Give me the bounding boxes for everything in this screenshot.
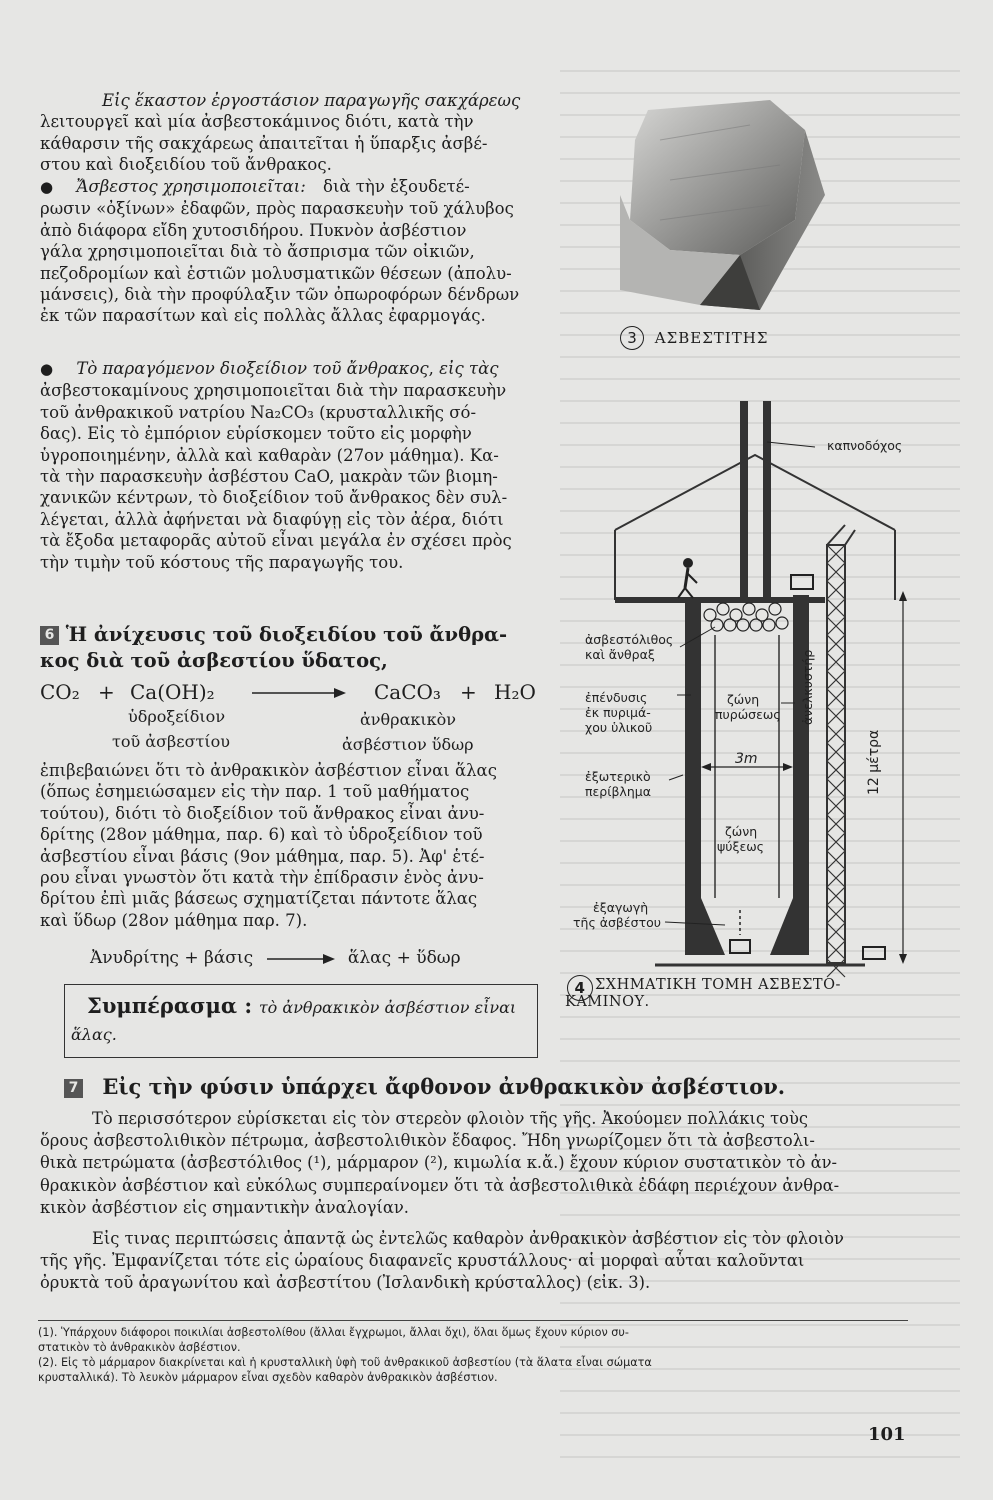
section-6-number: 6 <box>40 626 59 645</box>
page-number: 101 <box>868 1424 906 1445</box>
text-line: ἀσβεστίου εἶναι βάσις (9ον μάθημα, παρ. 5). Ἀφ' ἑτέ- <box>40 846 485 866</box>
label-width: 3m <box>735 751 758 767</box>
footnote-line: (1). Ὑπάρχουν διάφοροι ποικιλίαι ἀσβεστολίθου (ἄλλαι ἔγχρωμοι, ἄλλαι ὄχι), ὅλαι ὅμως ἔχουν κύριον συ- <box>38 1326 629 1339</box>
text-line: τὴν τιμὴν τοῦ κόστους τῆς παραγωγῆς του. <box>40 552 404 572</box>
co2-paragraph: ● Τὸ παραγόμενον διοξείδιον τοῦ ἄνθρακος, εἰς τὰς ἀσβεστοκαμίνους χρησιμοποιεῖται διὰ τὴν παρασκευὴν τοῦ ἀνθρακικοῦ νατρίου Na₂CO₃ (κρυσταλλικῆς σό- δας). Εἰς τὸ ἐμπόριον εὑρίσκομεν τοῦτο εἰς μορφὴν ὑγροποιημένην, ἀλλὰ καὶ καθαρὰν (27ον μάθημα). Κα- τὰ τὴν παρασκευὴν ἀσβέστου CaO, μακρὰν τῶν βιομη- χανικῶν κέντρων, τὸ διοξείδιον τοῦ ἄνθρακος δὲν συλ- λέγεται, ἀλλὰ ἀφήνεται νὰ διαφύγῃ εἰς τὸν ἀέρα, διότι τὰ ἔξοδα μεταφορᾶς αὐτοῦ εἶναι μεγάλα ἐν σχέσει πρὸς τὴν τιμὴν τοῦ κόστους τῆς παραγωγῆς του. <box>40 358 540 573</box>
footnote-line: κρυσταλλικά). Τὸ λευκὸν μάρμαρον εἶναι σχεδὸν καθαρὸν ἀνθρακικὸν ἀσβέστιον. <box>38 1370 498 1384</box>
label-limestone: καὶ ἄνθραξ <box>585 647 655 662</box>
label-lining: ἐκ πυριμά- <box>585 705 651 720</box>
figure-4 <box>565 395 965 1035</box>
text-line: ρωσιν «ὀξίνων» ἐδαφῶν, πρὸς παρασκευὴν τοῦ χάλυβος <box>40 199 514 219</box>
text-line: ἀσβεστοκαμίνους χρησιμοποιεῖται διὰ τὴν παρασκευὴν <box>40 381 507 401</box>
text-line: διὰ τὴν ἐξουδετέ- <box>323 177 470 196</box>
label-lining: χου ὑλικοῦ <box>585 720 653 735</box>
label-cooling-zone: ζώνη <box>725 824 758 839</box>
label-outer-shell: περίβλημα <box>585 784 651 799</box>
text-line: δας). Εἰς τὸ ἐμπόριον εὑρίσκομεν τοῦτο εἰς μορφὴν <box>40 424 472 444</box>
footnote-line: στατικὸν τὸ ἀνθρακικὸν ἀσβέστιον. <box>38 1340 241 1354</box>
conclusion-box <box>64 984 538 1058</box>
co2-lead-end: εἰς τὰς <box>439 359 499 378</box>
label-outer-shell: ἐξωτερικὸ <box>585 769 651 784</box>
reaction-arrow-icon <box>265 952 337 966</box>
text-line: Τὸ περισσότερον εὑρίσκεται εἰς τὸν στερεὸν φλοιὸν τῆς γῆς. Ἀκούομεν πολλάκις τοὺς <box>92 1109 808 1128</box>
label-limestone: ἀσβεστόλιθος <box>585 632 674 647</box>
text-line: στου καὶ διοξειδίου τοῦ ἄνθρακος. <box>40 155 332 175</box>
text-line: Εἰς ἕκαστον ἐργοστάσιον παραγωγῆς σακχάρεως <box>102 91 521 110</box>
text-line: ἀπὸ διάφορα εἴδη χυτοσιδήρου. Πυκνὸν ἀσβέστιον <box>40 220 467 240</box>
eq2-right: ἅλας + ὕδωρ <box>347 948 461 968</box>
calcite-crystal-image <box>600 80 960 350</box>
eq2-left: Ἀνυδρίτης + βάσις <box>90 948 254 968</box>
text-line: τὰ τὴν παρασκευὴν ἀσβέστου CaO, μακρὰν τῶν βιομη- <box>40 467 498 487</box>
text-line: κάθαρσιν τῆς σακχάρεως ἀπαιτεῖται ἡ ὕπαρξις ἀσβέ- <box>40 133 488 153</box>
label-chimney: καπνοδόχος <box>827 438 903 453</box>
conclusion-text: τὸ ἀνθρακικὸν ἀσβέστιον εἶναι <box>258 998 517 1017</box>
text-line: ὅρους ἀσβεστολιθικὸν πέτρωμα, ἀσβεστολιθικὸν ἔδαφος. Ἤδη γνωρίζομεν ὅτι τὰ ἀσβεστολι- <box>40 1131 815 1151</box>
text-line: ὑγροποιημένην, ἀλλὰ καὶ καθαρὰν (27ον μάθημα). Κα- <box>40 445 499 465</box>
label-firing-zone: πυρώσεως <box>715 707 781 722</box>
bullet-icon: ● <box>40 178 54 196</box>
section-7-paragraph-2 <box>40 1228 906 1295</box>
section-7-heading <box>64 1074 785 1099</box>
section-7-paragraph-1 <box>40 1108 906 1219</box>
co2-lead: Τὸ παραγόμενον διοξείδιον τοῦ ἄνθρακος <box>76 359 429 378</box>
figure-caption-text: ΣΧΗΜΑΤΙΚΗ ΤΟΜΗ ΑΣΒΕΣΤΟ- <box>595 977 841 993</box>
eq-sublabel: ὑδροξείδιον <box>128 707 226 726</box>
eq-sublabel: τοῦ ἀσβεστίου <box>112 732 230 751</box>
salt-paragraph <box>40 760 540 931</box>
figure-3 <box>600 80 960 350</box>
text-line: δρίτης (28ον μάθημα, παρ. 6) καὶ τὸ ὑδροξείδιον τοῦ <box>40 825 483 845</box>
figure-3-caption <box>620 326 768 350</box>
text-line: μάνσεις), διὰ τὴν προφύλαξιν τῶν ὀπωροφόρων δένδρων <box>40 285 520 305</box>
heading-line: Ἡ ἀνίχευσις τοῦ διοξειδίου τοῦ ἄνθρα- <box>65 623 508 646</box>
anhydride-equation <box>90 948 510 968</box>
eq-plus: + <box>98 680 115 704</box>
footnote-1 <box>38 1326 918 1355</box>
text-line: Εἰς τινας περιπτώσεις ἀπαντᾷ ὡς ἐντελῶς καθαρὸν ἀνθρακικὸν ἀσβέστιον εἰς τὸν φλοιὸν <box>92 1229 844 1248</box>
text-line: τοῦ ἀνθρακικοῦ νατρίου Na₂CO₃ (κρυσταλλικῆς σό- <box>40 402 477 422</box>
label-lining: ἐπένδυσις <box>585 690 648 705</box>
figure-4-caption <box>565 977 965 1011</box>
figure-number-badge: 4 <box>567 975 593 1001</box>
lime-uses-paragraph <box>40 176 540 327</box>
intro-paragraph <box>40 90 540 176</box>
text-line: τὰ ἔξοδα μεταφορᾶς αὐτοῦ εἶναι μεγάλα ἐν σχέσει πρὸς <box>40 531 512 551</box>
label-lime-output: ἐξαγωγὴ <box>593 900 649 915</box>
text-line: χανικῶν κέντρων, τὸ διοξείδιον τοῦ ἄνθρακος δὲν συλ- <box>40 488 508 508</box>
text-line: θρακικὸν ἀσβέστιον καὶ εὐκόλως συμπεραίνομεν ὅτι τὰ ἀσβεστολιθικὰ ἐδάφη περιέχουν ἀνθρα- <box>40 1175 840 1195</box>
text-line: καὶ ὕδωρ (28ον μάθημα παρ. 7). <box>40 910 308 930</box>
figure-number-badge: 3 <box>620 326 644 350</box>
label-cooling-zone: ψύξεως <box>717 839 765 854</box>
text-line: ρου εἶναι γνωστὸν ὅτι κατὰ τὴν ἐπίδρασιν ἑνὸς ἀνυ- <box>40 868 484 888</box>
eq-sublabel: ἀσβέστιον ὕδωρ <box>342 735 474 754</box>
bullet-icon: ● <box>40 360 54 378</box>
reaction-arrow-icon <box>250 683 350 703</box>
footnote-2 <box>38 1356 918 1385</box>
conclusion-text: ἅλας. <box>71 1025 117 1044</box>
eq-caoh2: Ca(OH)₂ <box>130 680 215 704</box>
text-line: δρίτου ἐπὶ μιᾶς βάσεως σχηματίζεται πάντοτε ἅλας <box>40 889 478 909</box>
conclusion-label: Συμπέρασμα : <box>87 993 253 1018</box>
eq-plus: + <box>460 680 477 704</box>
figure-caption-text: ΑΣΒΕΣΤΙΤΗΣ <box>654 329 769 347</box>
text-line: θικὰ πετρώματα (ἀσβεστόλιθος (¹), μάρμαρον (²), κιμωλία κ.ἄ.) ἔχουν κύριον συστατικὸν τὸ ἀν- <box>40 1153 838 1173</box>
text-line: πεζοδρομίων καὶ ἑστιῶν μολυσματικῶν θέσεων (ἀπολυ- <box>40 263 512 283</box>
eq-caco3: CaCO₃ <box>374 680 441 704</box>
text-line: ὀρυκτὰ τοῦ ἀραγωνίτου καὶ ἀσβεστίτου (Ἰσλανδικὴ κρύσταλλος) (εἰκ. 3). <box>40 1273 651 1293</box>
section-7-title: Εἰς τὴν φύσιν ὑπάρχει ἄφθονον ἀνθρακικὸν ἀσβέστιον. <box>102 1074 786 1099</box>
eq-h2o: H₂O <box>494 680 536 704</box>
text-line: γάλα χρησιμοποιεῖται διὰ τὸ ἄσπρισμα τῶν οἰκιῶν, <box>40 242 475 262</box>
label-lime-output: τῆς ἀσβέστου <box>573 915 661 930</box>
figure-caption-text: ΚΑΜΙΝΟΥ. <box>565 994 650 1010</box>
label-elevator: ἀνελκυστήρ <box>800 649 815 725</box>
text-line: (ὅπως ἐσημειώσαμεν εἰς τὴν παρ. 1 τοῦ μαθήματος <box>40 782 470 802</box>
footnote-line: (2). Εἰς τὸ μάρμαρον διακρίνεται καὶ ἡ κρυσταλλικὴ ὑφὴ τοῦ ἀνθρακικοῦ ἀσβεστίου (τὰ ἅλατα εἶναι σώματα <box>38 1356 652 1369</box>
lime-uses-lead: Ἄσβεστος χρησιμοποιεῖται: <box>76 177 306 196</box>
section-7-number: 7 <box>64 1079 83 1098</box>
label-height: 12 μέτρα <box>866 729 882 795</box>
heading-line: κος διὰ τοῦ ἀσβεστίου ὕδατος, <box>40 649 388 672</box>
section-6-heading <box>40 622 540 674</box>
text-line: ἐκ τῶν παρασίτων καὶ εἰς πολλὰς ἄλλας ἐφαρμογάς. <box>40 306 486 326</box>
text-line: τούτου), διότι τὸ διοξείδιον τοῦ ἄνθρακος εἶναι ἀνυ- <box>40 803 485 823</box>
eq-sublabel: ἀνθρακικὸν <box>360 710 457 729</box>
eq-co2: CO₂ <box>40 680 80 704</box>
text-line: λέγεται, ἀλλὰ ἀφήνεται νὰ διαφύγῃ εἰς τὸν ἀέρα, διότι <box>40 509 504 529</box>
text-line: λειτουργεῖ καὶ μία ἀσβεστοκάμινος διότι, κατὰ τὴν <box>40 112 474 132</box>
text-line: τῆς γῆς. Ἐμφανίζεται τότε εἰς ὡραίους διαφανεῖς κρυστάλλους· αἱ μορφαὶ αὗται καλοῦνται <box>40 1251 805 1271</box>
footnote-divider <box>38 1320 908 1321</box>
text-line: ἐπιβεβαιώνει ὅτι τὸ ἀνθρακικὸν ἀσβέστιον εἶναι ἅλας <box>40 761 497 780</box>
text-line: κικὸν ἀσβέστιον εἰς σημαντικὴν ἀναλογίαν. <box>40 1197 409 1217</box>
label-firing-zone: ζώνη <box>727 692 760 707</box>
